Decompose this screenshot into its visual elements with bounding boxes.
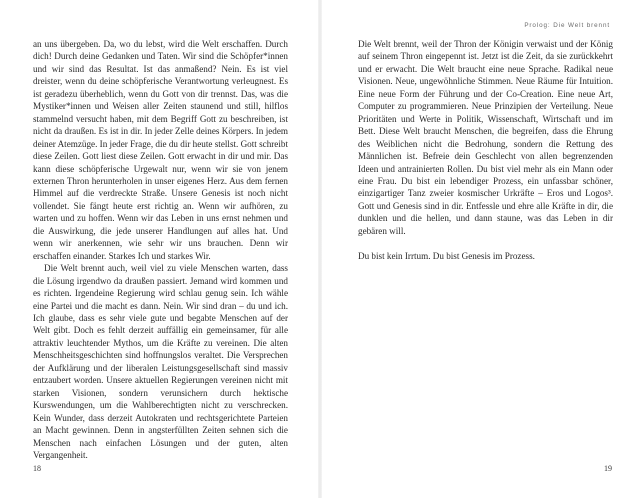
page-number-left: 18 [33,464,41,473]
running-head: Prolog: Die Welt brennt [524,22,610,29]
page-number-right: 19 [604,464,612,473]
left-paragraph-1: an uns übergeben. Da, wo du lebst, wird die Welt erschaffen. Durch dich! Durch deine Gedanken und Taten. Wir sind die Schöpfer*innen und wir sind das Resultat. Ist das anmaßend? Nein. Es ist viel dreister, wenn du deine schöpferische Verantwortung verleugnest. Es ist geradezu überheblich, wenn du Gott von dir trennst. Das, was die Mystiker*innen und Weisen aller Zeiten staunend und still, hilflos stammelnd versucht haben, mit dem Begriff Gott zu beschreiben, ist nicht da draußen. Es ist in dir. In jeder Zelle deines Körpers. In jedem deiner Atemzüge. In jeder Frage, die du dir heute stellst. Gott schreibt diese Zeilen. Gott liest diese Zeilen. Gott erwacht in dir und mir. Das kann diese schöpferische Urgewalt nur, wenn wir sie von jenem externen Thron herunterholen in unser eigenes Herz. Aus dem fernen Himmel auf die verdreckte Straße. Unsere Genesis ist noch nicht vollendet. Sie fängt heute erst richtig an. Wenn wir aufhören, zu warten und zu hoffen. Wenn wir das Leben in uns ernst nehmen und die Auswirkung, die jede unserer Handlungen auf alles hat. Und wenn wir anerkennen, wie sehr wir uns brauchen. Denn wir erschaffen einander. Starkes Ich und starkes Wir. [33,39,288,261]
right-page-body [358,38,613,262]
left-paragraph-2: Die Welt brennt auch, weil viel zu viele Menschen warten, dass die Lösung irgendwo da draußen passiert. Jemand wird kommen und es richten. Irgendeine Regierung wird schlau genug sein. Ich wähle eine Partei und die macht es dann. Nein. Wir sind dran – du und ich. Ich glaube, dass es sehr viele gute und begabte Menschen auf der Welt gibt. Doch es fehlt derzeit auffällig ein gemeinsamer, für alle attraktiv leuchtender Mythos, um die Kräfte zu vereinen. Die alten Menschheitsgeschichten sind hoffnungslos veraltet. Die Versprechen der Aufklärung und der liberalen Leistungsgesellschaft sind massiv entzaubert worden. Unsere aktuellen Regierungen vereinen nicht mit starken Visionen, sondern verunsichern durch hektische Kurswendungen, um die Wahlberechtigten nicht zu verschrecken. Kein Wunder, dass derzeit Autokraten und rechtsgerichtete Parteien an Macht gewinnen. Denn in angsterfüllten Zeiten sehnen sich die Menschen nach einfachen Lösungen und der guten, alten Vergangenheit. [33,263,288,460]
left-page-body [33,38,288,461]
right-page [320,0,640,498]
right-paragraph-1: Die Welt brennt, weil der Thron der Königin verwaist und der König auf seinem Thron eingepennt ist. Jetzt ist die Zeit, da sie zurückkehrt und er erwacht. Die Welt braucht eine neue Sprache. Radikal neue Visionen. Neue, ungewöhnliche Stimmen. Neue Räume für Intuition. Eine neue Form der Führung und der Co-Creation. Eine neue Art, Computer zu programmieren. Neue Prinzipien der Verteilung. Neue Prioritäten und Werte in Politik, Wissenschaft, Wirtschaft und im Bett. Diese Welt braucht Menschen, die begreifen, dass die Ehrung des Weiblichen nicht die Bedrohung, sondern die Rettung des Männlichen ist. Befreie dein Geschlecht von allen begrenzenden Ideen und antrainierten Rollen. Du bist viel mehr als ein Mann oder eine Frau. Du bist ein lebendiger Prozess, ein unfassbar schöner, einzigartiger Tanz zweier kosmischer Urkräfte – Eros und Logos³. Gott und Genesis sind in dir. Entfessle und ehre alle Kräfte in dir, die dunklen und die hellen, und dann staune, was das Leben in dir gebären will. [358,39,613,236]
right-paragraph-2: Du bist kein Irrtum. Du bist Genesis im Prozess. [358,250,535,261]
